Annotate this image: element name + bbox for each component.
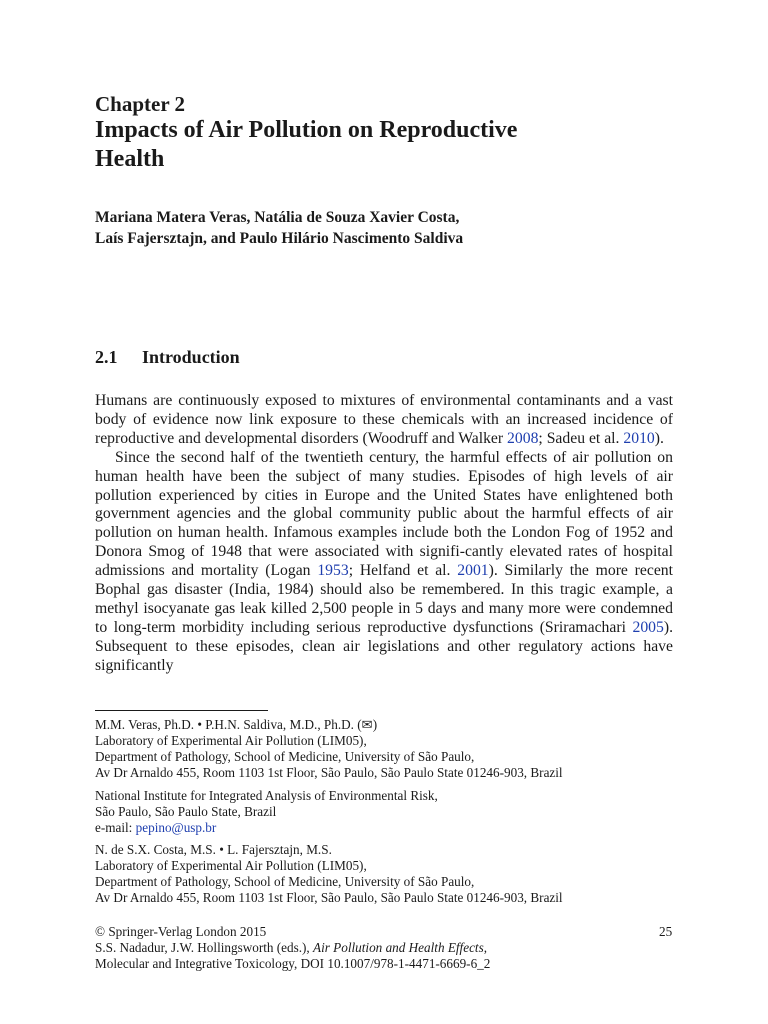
footnote-affiliation-1: [95, 717, 673, 781]
chapter-label: Chapter 2: [95, 92, 186, 116]
footnote-divider: [95, 710, 268, 711]
section-number: 2.1: [95, 347, 118, 367]
author-line-2: Laís Fajersztajn, and Paulo Hilário Nascimento Saldiva: [95, 230, 464, 247]
paragraph-1-text: ).: [654, 429, 664, 447]
paragraph-2-text: ). Subsequent to these episodes, clean air legislations and other regulatory actions have significantly: [95, 618, 673, 674]
book-title: Air Pollution and Health Effects: [313, 940, 484, 955]
citation-link[interactable]: 2001: [457, 562, 489, 580]
footnote-line: M.M. Veras, Ph.D. • P.H.N. Saldiva, M.D., Ph.D. (✉): [95, 717, 378, 732]
chapter-title-line-2: Health: [95, 146, 165, 172]
citation-link[interactable]: 1953: [317, 562, 349, 580]
footnote-line: Av Dr Arnaldo 455, Room 1103 1st Floor, São Paulo, São Paulo State 01246-903, Brazil: [95, 890, 563, 905]
footnote-line: Department of Pathology, School of Medicine, University of São Paulo,: [95, 874, 475, 889]
email-label: e-mail:: [95, 820, 136, 835]
section-heading: [95, 347, 240, 368]
footnote-line: Av Dr Arnaldo 455, Room 1103 1st Floor, São Paulo, São Paulo State 01246-903, Brazil: [95, 765, 563, 780]
footnote-line: São Paulo, São Paulo State, Brazil: [95, 804, 277, 819]
body-text: [95, 392, 673, 676]
citation-line: [95, 940, 673, 956]
paragraph-2: [95, 449, 673, 676]
footnote-line: Laboratory of Experimental Air Pollution (LIM05),: [95, 733, 367, 748]
doi-line: Molecular and Integrative Toxicology, DOI 10.1007/978-1-4471-6669-6_2: [95, 956, 491, 971]
paragraph-1-text: ; Sadeu et al.: [538, 429, 624, 447]
footnote-line: N. de S.X. Costa, M.S. • L. Fajersztajn, M.S.: [95, 842, 332, 857]
citation-link[interactable]: 2010: [623, 429, 655, 447]
page-number: 25: [659, 924, 673, 939]
chapter-title: [95, 116, 655, 174]
paragraph-2-text: ; Helfand et al.: [348, 562, 458, 580]
paragraph-2-text: ). Similarly the more recent Bophal gas disaster (India, 1984) should also be remembered. In this tragic example, a methyl isocyanate gas leak killed 2,500 people in 5 days and many more were condemned to long-term morbidity including serious reproductive dysfunctions (Sriramachari: [95, 562, 673, 636]
citation-editors: S.S. Nadadur, J.W. Hollingsworth (eds.),: [95, 940, 314, 955]
paragraph-1: [95, 392, 673, 449]
copyright-line: © Springer-Verlag London 2015: [95, 924, 267, 939]
footnote-email-line: [95, 820, 673, 836]
footnote-line: Laboratory of Experimental Air Pollution (LIM05),: [95, 858, 367, 873]
citation-link[interactable]: 2005: [632, 618, 664, 636]
citation-link[interactable]: 2008: [507, 429, 539, 447]
author-list: [95, 207, 655, 249]
paragraph-1-text: Humans are continuously exposed to mixtures of environmental contaminants and a vast body of evidence now link exposure to these chemicals with an increased incidence of reproductive and developmental disorders (Woodruff and Walker: [95, 392, 673, 447]
footnote-line: National Institute for Integrated Analysis of Environmental Risk,: [95, 788, 438, 803]
copyright-block: [95, 924, 673, 972]
footnote-line: Department of Pathology, School of Medicine, University of São Paulo,: [95, 749, 475, 764]
section-title: Introduction: [142, 347, 240, 367]
footnote-affiliation-2: [95, 788, 673, 836]
chapter-title-line-1: Impacts of Air Pollution on Reproductive: [95, 117, 518, 143]
citation-punct: ,: [483, 940, 488, 955]
footnote-affiliation-3: [95, 842, 673, 906]
paragraph-2-text: Since the second half of the twentieth century, the harmful effects of air pollution on human health have been the subject of many studies. Episodes of high levels of air pollution experienced by cities in Europe and the United States have enlightened both government agencies and the global community public about the harmful effects of air pollution on human health. Infamous examples include both the London Fog of 1952 and Donora Smog of 1948 that were associated with signifi-cantly elevated rates of hospital admissions and mortality (Logan: [95, 448, 673, 580]
author-line-1: Mariana Matera Veras, Natália de Souza Xavier Costa,: [95, 209, 460, 226]
email-link[interactable]: pepino@usp.br: [135, 820, 217, 835]
